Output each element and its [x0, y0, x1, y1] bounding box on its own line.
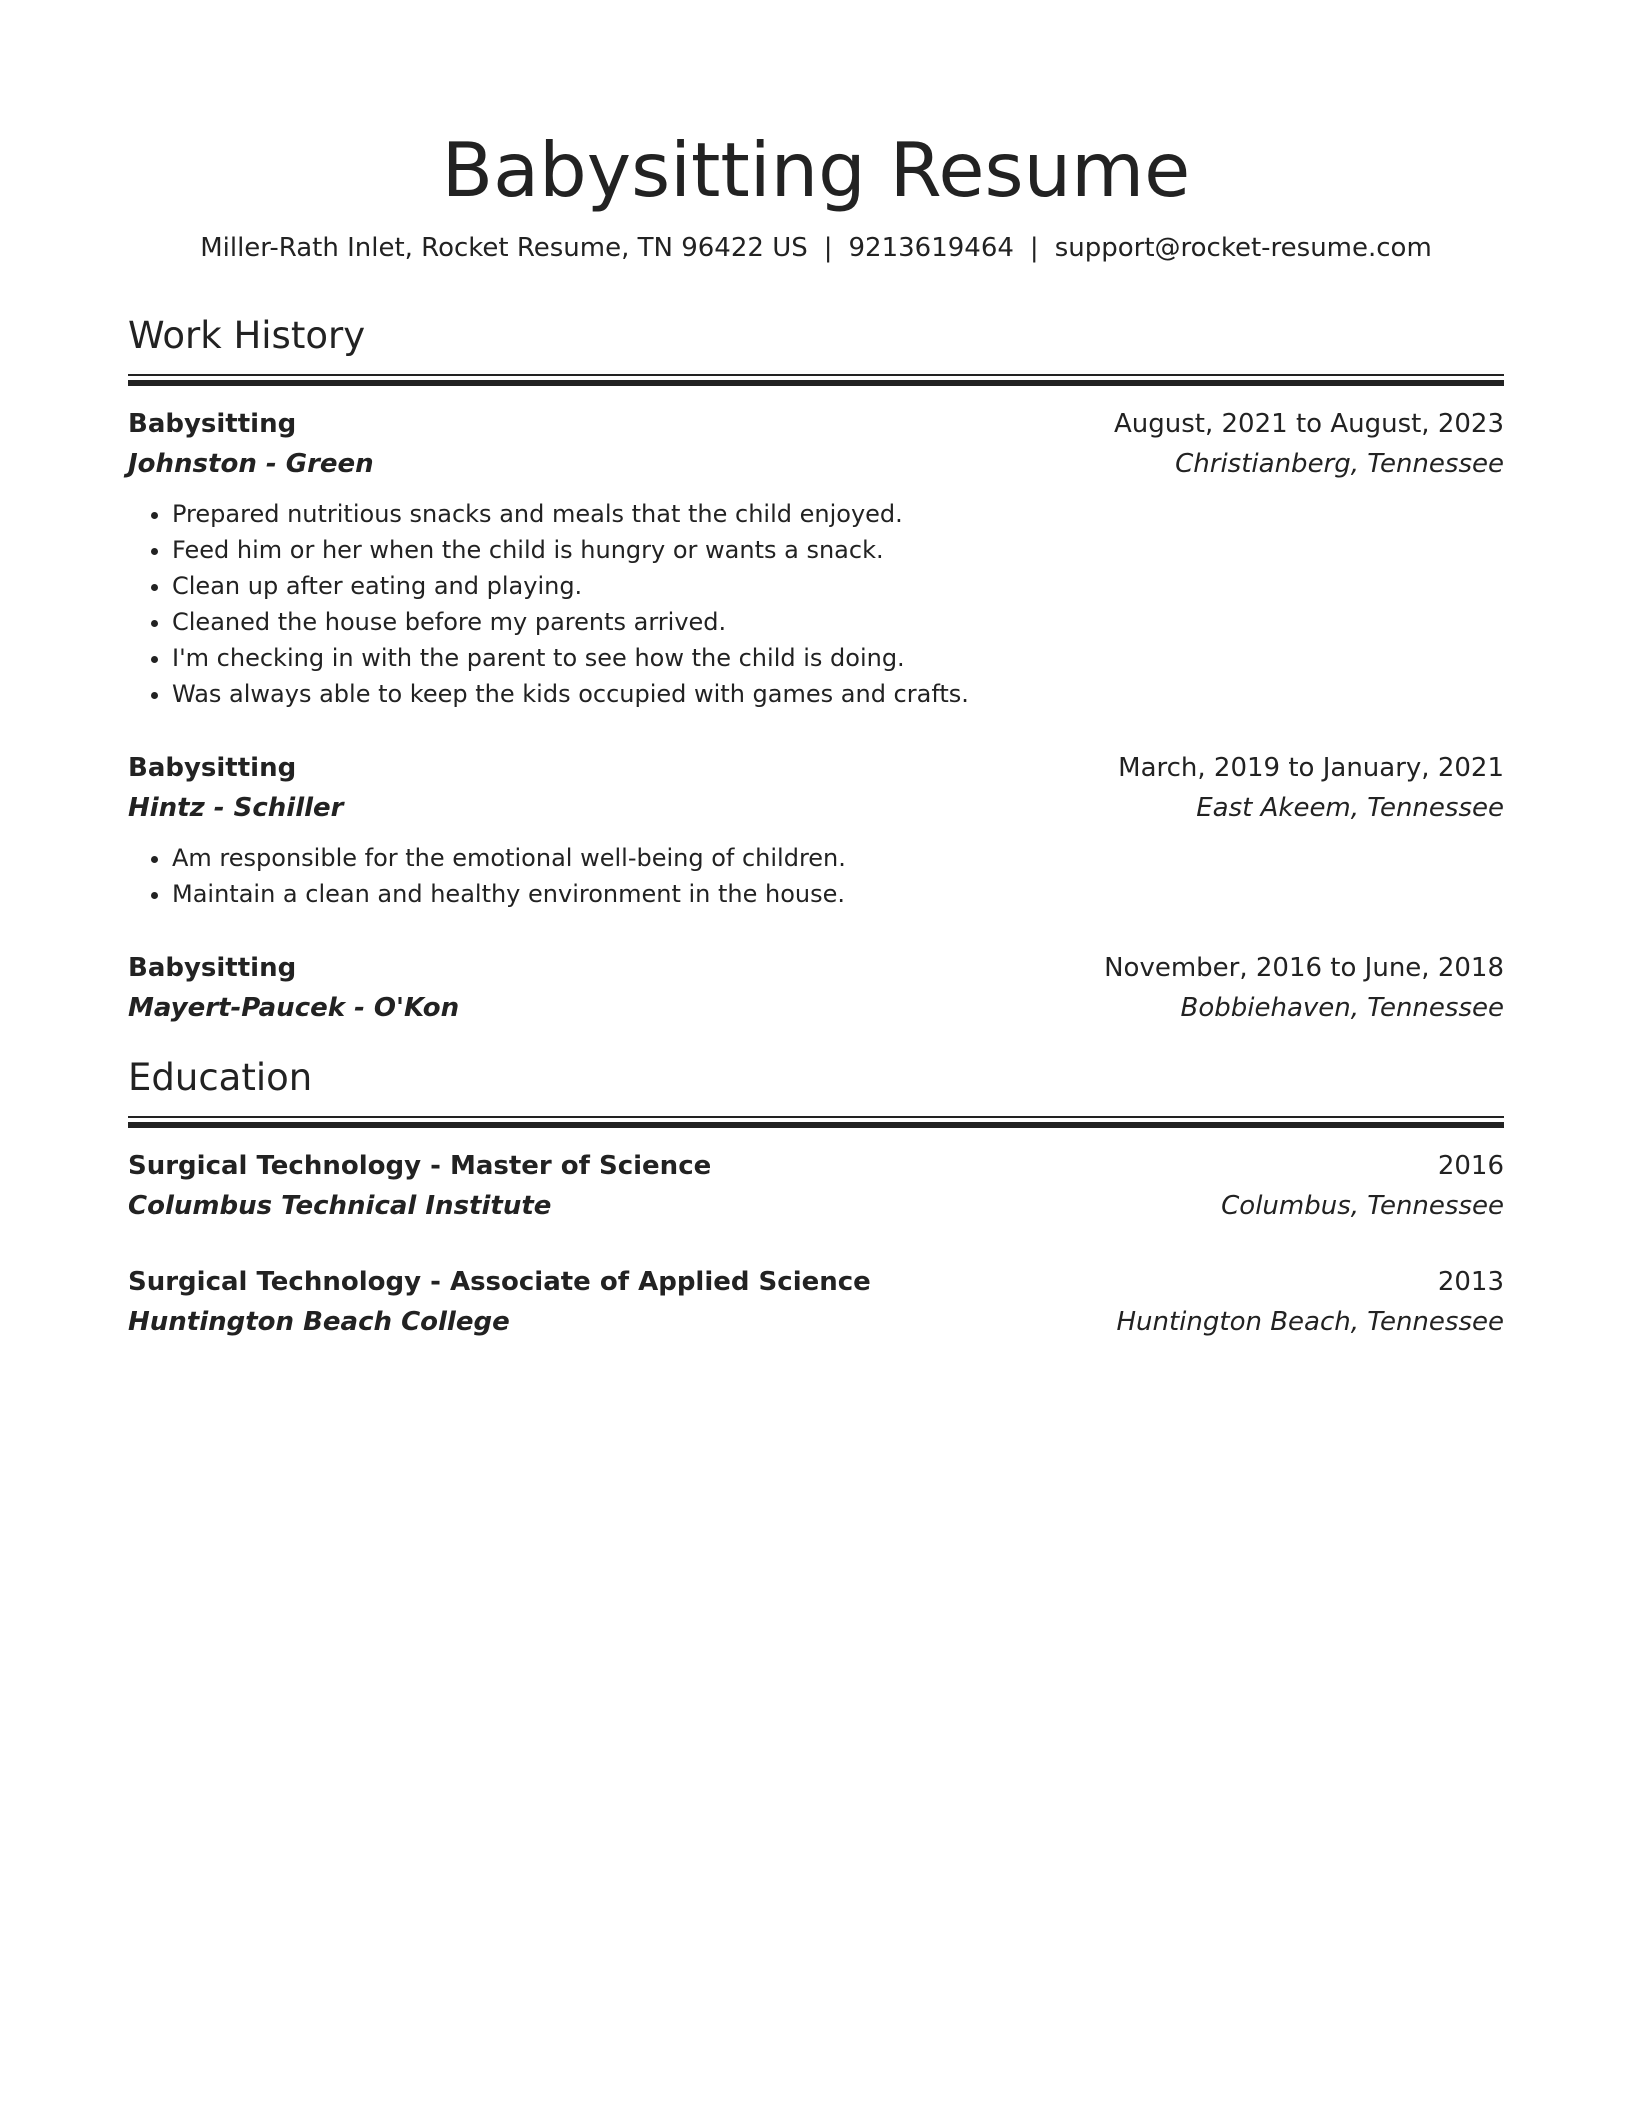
job-subheader-row — [128, 444, 1504, 484]
education-year: 2013 — [1437, 1267, 1504, 1297]
work-history-section — [128, 312, 1504, 1028]
job-header-row — [128, 404, 1504, 444]
job-role: Babysitting — [128, 753, 297, 783]
job-entry — [128, 948, 1504, 1028]
education-degree: Surgical Technology - Associate of Applied Science — [128, 1267, 871, 1297]
list-item: • Maintain a clean and healthy environment in the house. — [172, 876, 1504, 912]
job-header-row — [128, 948, 1504, 988]
education-entry — [128, 1262, 1504, 1342]
job-dates: November, 2016 to June, 2018 — [1104, 953, 1504, 983]
job-dates: August, 2021 to August, 2023 — [1114, 409, 1504, 439]
job-subheader-row — [128, 988, 1504, 1028]
resume-page — [128, 0, 1504, 1342]
section-title-education: Education — [128, 1056, 313, 1099]
section-divider — [128, 374, 1504, 386]
contact-email: support@rocket-resume.com — [1054, 233, 1432, 263]
education-header-row — [128, 1262, 1504, 1302]
education-entry — [128, 1146, 1504, 1226]
resume-title: Babysitting Resume — [441, 126, 1191, 214]
job-subheader-row — [128, 788, 1504, 828]
job-location: Christianberg, Tennessee — [1175, 449, 1504, 479]
education-year: 2016 — [1437, 1151, 1504, 1181]
education-degree: Surgical Technology - Master of Science — [128, 1151, 712, 1181]
job-location: Bobbiehaven, Tennessee — [1180, 993, 1504, 1023]
education-subheader-row — [128, 1186, 1504, 1226]
education-section — [128, 1054, 1504, 1342]
contact-separator: | — [1029, 233, 1039, 263]
job-entry — [128, 404, 1504, 712]
section-title-work-history: Work History — [128, 314, 366, 357]
list-item: • Clean up after eating and playing. — [172, 568, 1504, 604]
job-employer: Johnston - Green — [128, 449, 374, 479]
list-item: • I'm checking in with the parent to see how the child is doing. — [172, 640, 1504, 676]
job-duties-list — [128, 840, 1504, 912]
job-header-row — [128, 748, 1504, 788]
job-employer: Hintz - Schiller — [128, 793, 344, 823]
education-school: Columbus Technical Institute — [128, 1191, 552, 1221]
list-item: • Am responsible for the emotional well-being of children. — [172, 840, 1504, 876]
education-header-row — [128, 1146, 1504, 1186]
contact-phone: 9213619464 — [848, 233, 1014, 263]
job-role: Babysitting — [128, 953, 297, 983]
education-location: Huntington Beach, Tennessee — [1116, 1307, 1504, 1337]
job-employer: Mayert-Paucek - O'Kon — [128, 993, 460, 1023]
job-dates: March, 2019 to January, 2021 — [1118, 753, 1504, 783]
list-item: • Cleaned the house before my parents arrived. — [172, 604, 1504, 640]
contact-line — [128, 230, 1504, 266]
education-subheader-row — [128, 1302, 1504, 1342]
job-location: East Akeem, Tennessee — [1196, 793, 1504, 823]
job-entry — [128, 748, 1504, 912]
education-location: Columbus, Tennessee — [1221, 1191, 1504, 1221]
job-role: Babysitting — [128, 409, 297, 439]
list-item: • Feed him or her when the child is hungry or wants a snack. — [172, 532, 1504, 568]
list-item: • Prepared nutritious snacks and meals that the child enjoyed. — [172, 496, 1504, 532]
contact-separator: | — [823, 233, 833, 263]
job-duties-list — [128, 496, 1504, 712]
section-divider — [128, 1116, 1504, 1128]
education-school: Huntington Beach College — [128, 1307, 510, 1337]
list-item: • Was always able to keep the kids occupied with games and crafts. — [172, 676, 1504, 712]
contact-address: Miller-Rath Inlet, Rocket Resume, TN 96422 US — [200, 233, 808, 263]
resume-header — [128, 0, 1504, 266]
